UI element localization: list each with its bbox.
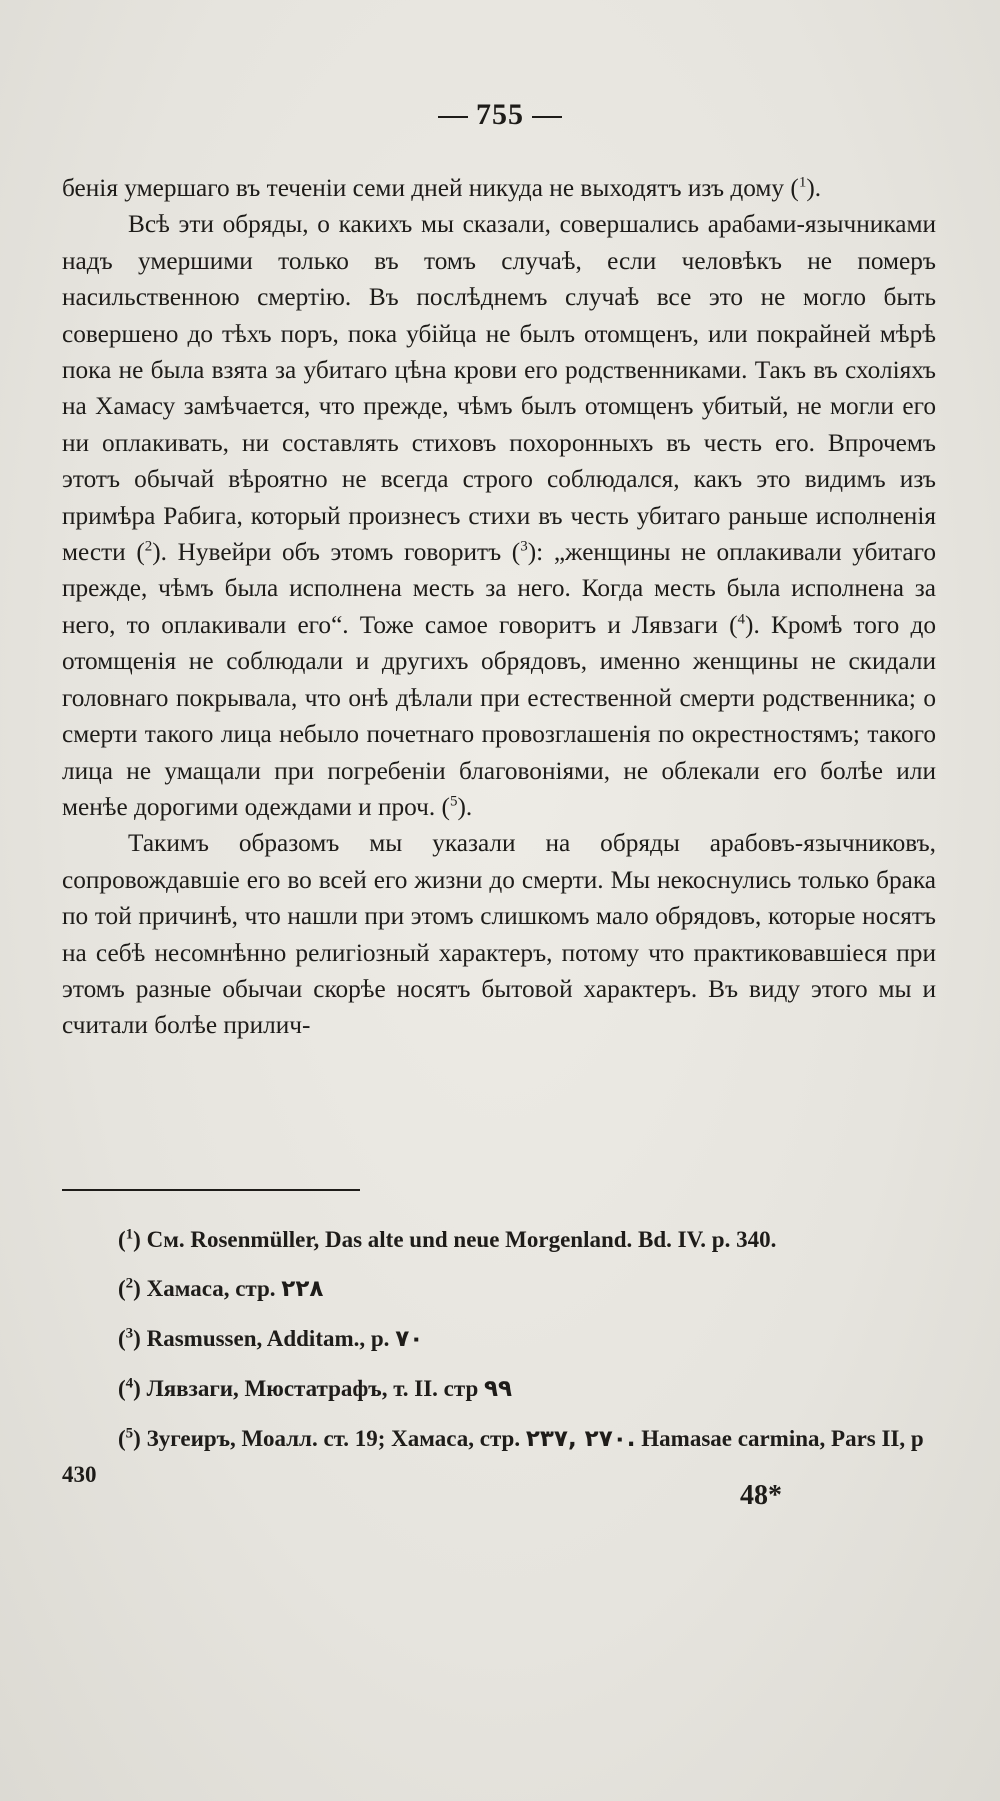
paragraph-2-text2: ). Нувейри объ этомъ говоритъ ( xyxy=(152,538,521,567)
paragraph-2-text5: ). xyxy=(457,792,473,821)
footnote-5-text-after: Hamasae carmina, Pars II, p 430 xyxy=(62,1426,924,1487)
footnote-2: ($^2$) Хамаса, стр. ۲۲۸ xyxy=(118,1275,324,1302)
footnote-1-text: См. Rosenmüller, Das alte und neue Morgenland. Bd. IV. p. 340. xyxy=(146,1227,777,1252)
paragraph-2 xyxy=(62,206,936,825)
main-text xyxy=(62,170,936,1044)
paragraph-2-text: Всѣ эти обряды, о какихъ мы сказали, совершались арабами-язычниками надъ умершими только въ томъ случаѣ, если человѣкъ не померъ насильственною смертію. Въ послѣднемъ случаѣ все это не могло быть совершено до тѣхъ поръ, пока убійца не былъ отомщенъ, или покрайней мѣрѣ пока не была взята за убитаго цѣна крови его родственниками. Такъ въ схоліяхъ на Хамасу замѣчается, что прежде, чѣмъ былъ отомщенъ убитый, не могли его ни оплакивать, ни составлять стиховъ похоронныхъ въ честь его. Впрочемъ этотъ обычай вѣроятно не всегда строго соблюдался, какъ это видимъ изъ примѣра Рабига, который произнесъ стихи въ честь убитаго раньше исполненія мести ( xyxy=(62,210,936,567)
paragraph-1-tail: ). xyxy=(806,174,822,202)
footnote-4: ($^4$) Лявзаги, Мюстатрафъ, т. II. стр ۹۹ xyxy=(118,1375,513,1402)
footnote-4-arabic: ۹۹ xyxy=(484,1376,513,1402)
page-header xyxy=(0,98,1000,132)
footnote-5: ($^5$) Зугеиръ, Моалл. ст. 19; Хамаса, стр. ۲۳۷, ۲۷۰. Hamasae carmina, Pars II, p 430 xyxy=(62,1425,924,1487)
footnote-4-text: Лявзаги, Мюстатрафъ, т. II. стр xyxy=(146,1376,485,1401)
footnote-5-arabic: ۲۳۷, ۲۷۰. xyxy=(525,1426,636,1452)
footnote-ref-5: 5 xyxy=(449,793,458,810)
footnote-3-text: Rasmussen, Additam., p. xyxy=(146,1326,396,1351)
footnote-3-arabic: ۷۰ xyxy=(395,1326,424,1352)
footnote-3: ($^3$) Rasmussen, Additam., p. ۷۰ xyxy=(118,1325,424,1352)
footnote-ref-1: 1 xyxy=(798,174,807,191)
paragraph-2-text3: ): „женщины не оплакивали убитаго прежде, чѣмъ была исполнена месть за него. Когда месть была исполнена за него, то оплакивали его“. Тоже самое говоритъ и Лявзаги ( xyxy=(62,538,936,639)
footnote-3-number: 3 xyxy=(125,1325,134,1342)
footnote-4-number: 4 xyxy=(125,1375,134,1392)
footnote-5-text: Зугеиръ, Моалл. ст. 19; Хамаса, стр. xyxy=(146,1426,526,1451)
footnote-divider xyxy=(62,1189,360,1191)
paragraph-3-text: Такимъ образомъ мы указали на обряды арабовъ-язычниковъ, сопровождавшіе его во всей его жизни до смерти. Мы некоснулись только брака по той причинѣ, что нашли при этомъ слишкомъ мало обрядовъ, которые носятъ на себѣ несомнѣнно религіозный характеръ, потому что практиковавшіеся при этомъ разные обычаи скорѣе носятъ бытовой характеръ. Въ виду этого мы и считали болѣе прилич- xyxy=(62,829,936,1040)
footnote-ref-4: 4 xyxy=(737,611,746,628)
signature-mark: 48* xyxy=(740,1480,782,1511)
footnote-1: ($^1$) См. Rosenmüller, Das alte und neue Morgenland. Bd. IV. p. 340. xyxy=(118,1226,777,1252)
paragraph-3 xyxy=(62,825,936,1043)
paragraph-1-text: бенія умершаго въ теченіи семи дней никуда не выходятъ изъ дому ( xyxy=(62,174,799,202)
header-dash-right xyxy=(532,116,562,118)
footnote-ref-2: 2 xyxy=(144,538,153,555)
footnote-2-number: 2 xyxy=(125,1275,134,1292)
footnotes xyxy=(62,1222,936,1506)
paragraph-1 xyxy=(62,170,936,206)
footnote-2-text: Хамаса, стр. xyxy=(146,1276,282,1301)
footnote-5-number: 5 xyxy=(125,1425,134,1442)
page-number: 755 xyxy=(476,98,524,131)
header-dash-left xyxy=(438,116,468,118)
footnote-ref-3: 3 xyxy=(520,538,528,555)
footnote-1-number: 1 xyxy=(125,1226,134,1243)
paragraph-2-text4: ). Кромѣ того до отомщенія не соблюдали и другихъ обрядовъ, именно женщины не скидали головнаго покрывала, что онѣ дѣлали при естественной смерти родственника; о смерти такого лица небыло почетнаго провозглашенія по окрестностямъ; такого лица не умащали при погребеніи благовоніями, не облекали его болѣе или менѣе дорогими одеждами и проч. ( xyxy=(62,610,937,821)
footnote-2-arabic: ۲۲۸ xyxy=(281,1276,324,1302)
